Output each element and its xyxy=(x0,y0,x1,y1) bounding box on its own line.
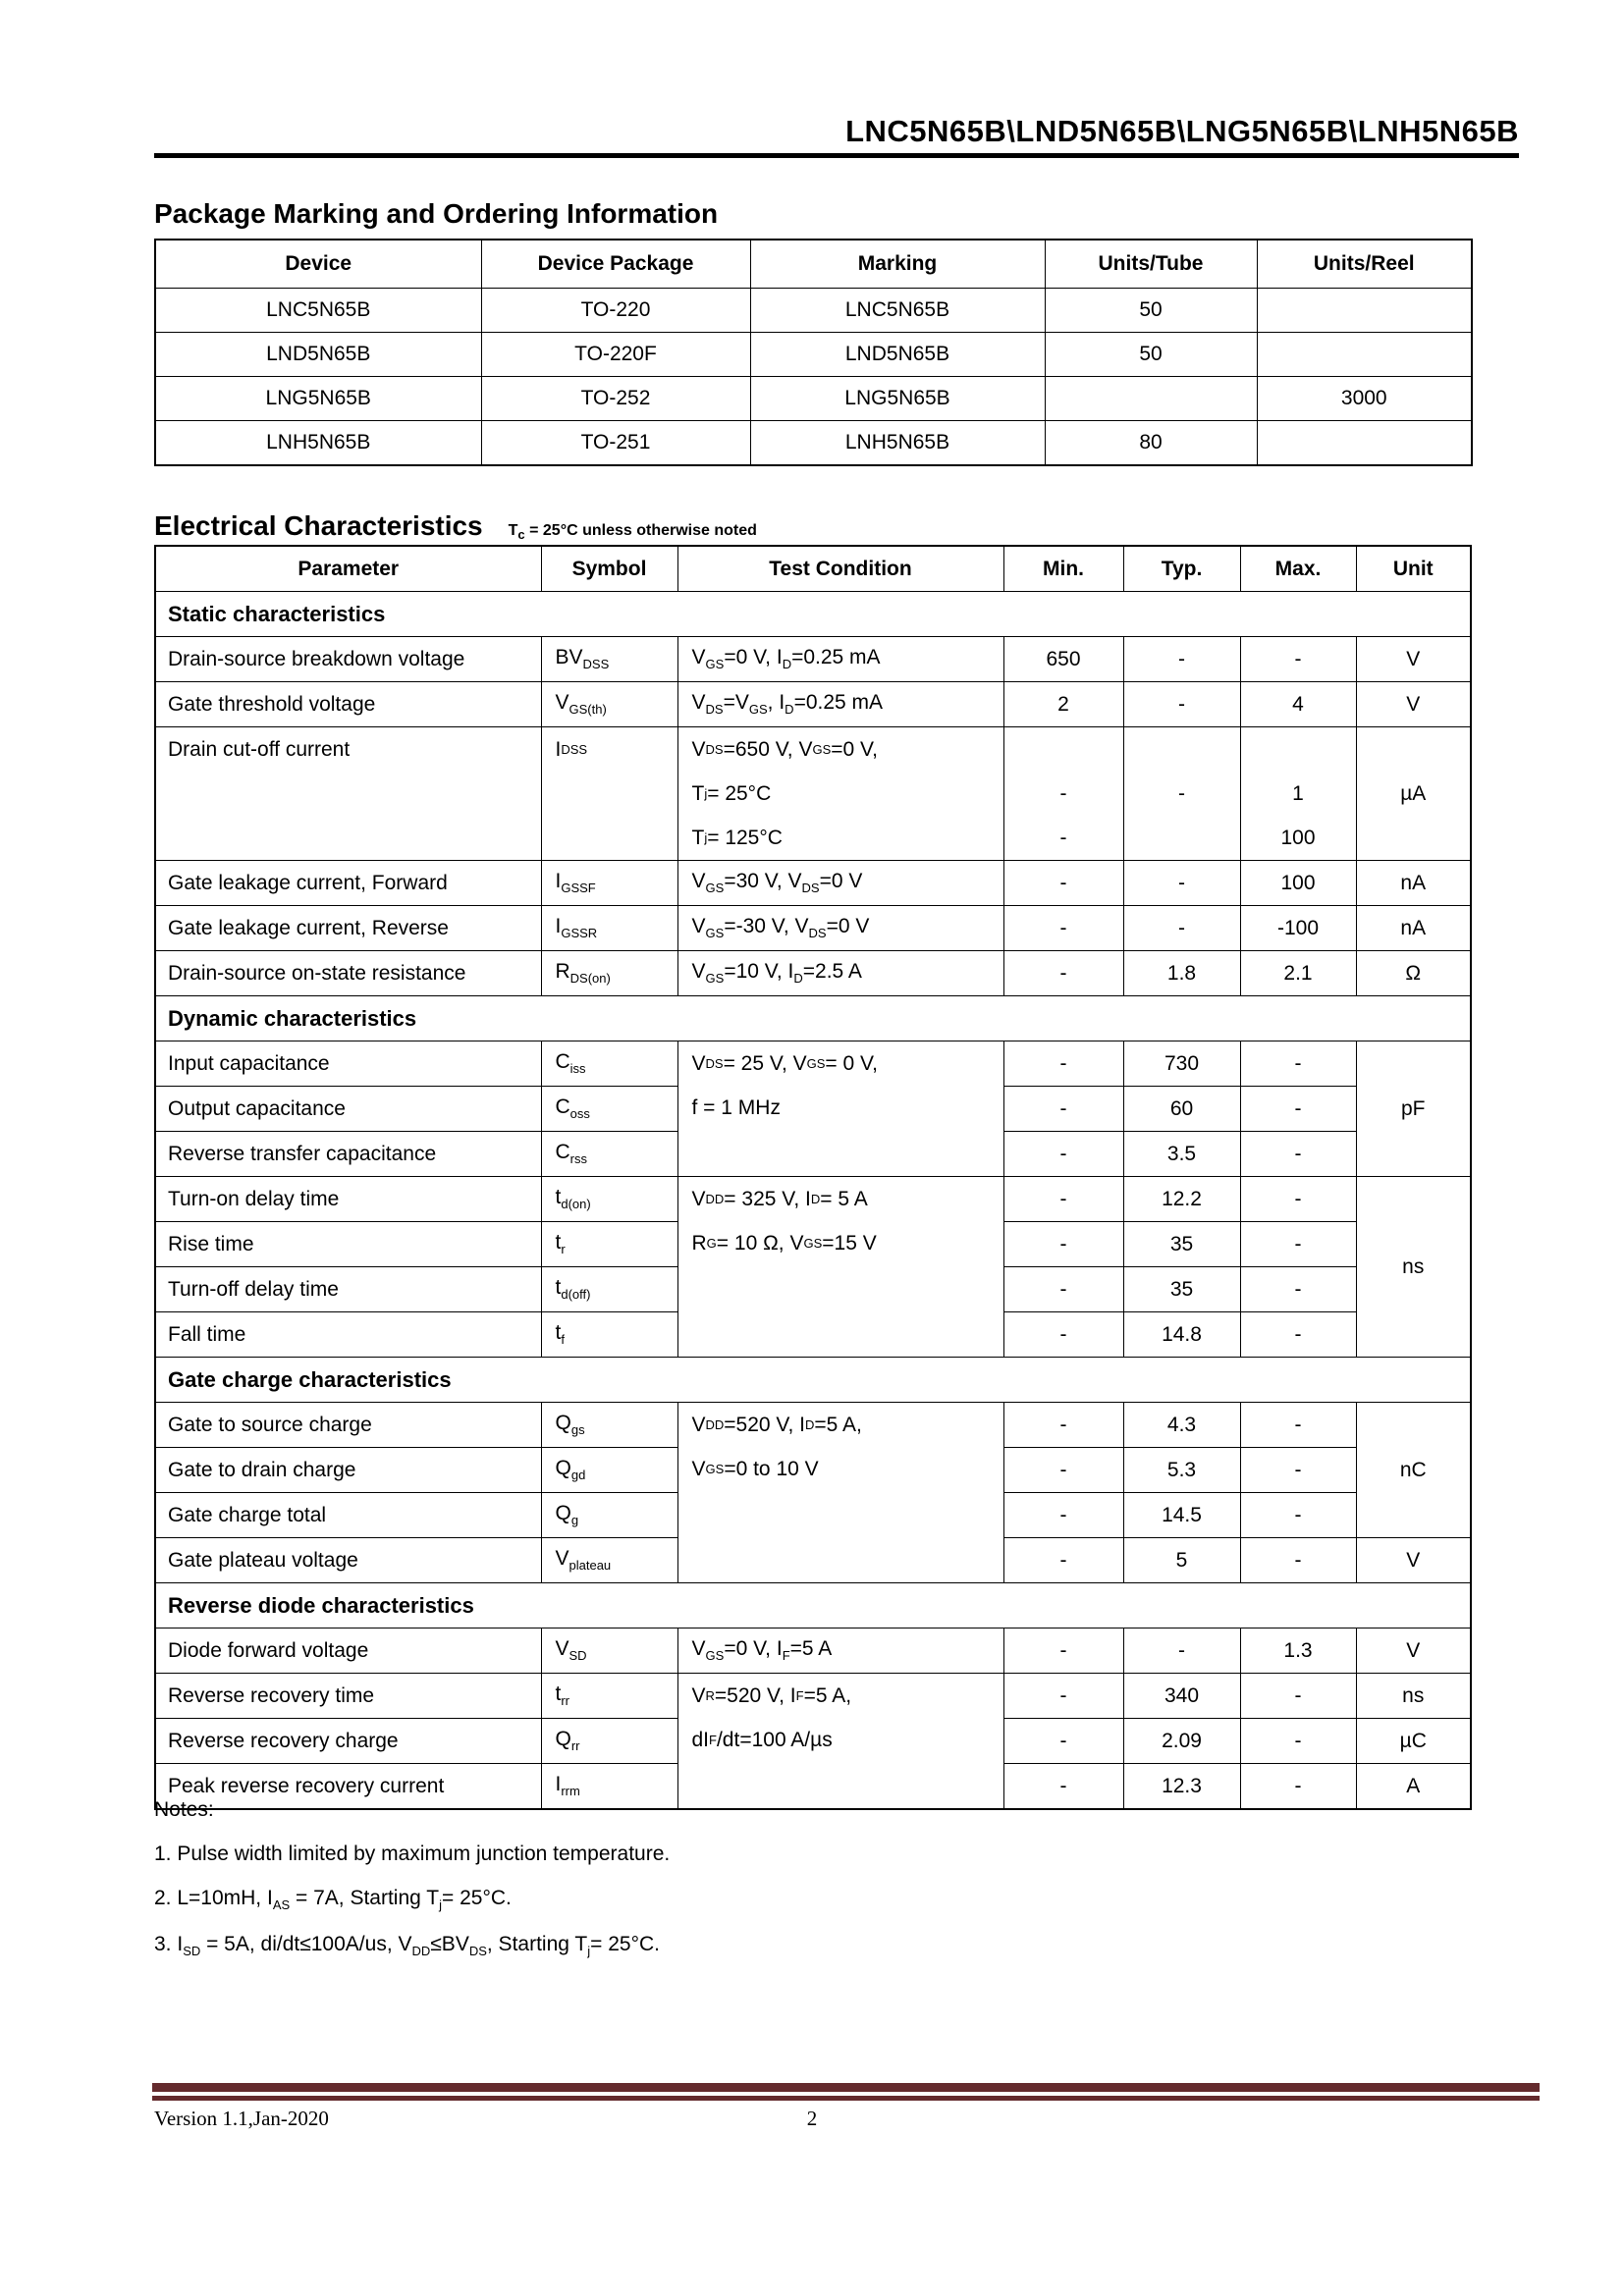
note-item: 1. Pulse width limited by maximum junction temperature. xyxy=(154,1842,671,1865)
typ-cell: 35 xyxy=(1123,1267,1240,1312)
test-condition-cell: $V_{DS}=V_{GS}$, $I_D=0.25$ mA xyxy=(677,682,1003,727)
units-reel-cell: 3000 xyxy=(1257,377,1472,421)
table-header-row xyxy=(155,546,1471,592)
parameter-cell: Reverse recovery time xyxy=(155,1674,541,1719)
parameter-cell: Gate to drain charge xyxy=(155,1448,541,1493)
test-condition-cell: $V_{GS}=10$ V, $I_D=2.5$ A xyxy=(677,951,1003,996)
typ-cell: 14.8 xyxy=(1123,1312,1240,1358)
table-row xyxy=(155,906,1471,951)
device-cell: LNG5N65B xyxy=(155,377,481,421)
table-row xyxy=(155,421,1472,466)
section-row-label: Dynamic characteristics xyxy=(155,996,1471,1041)
units-tube-cell: 50 xyxy=(1045,333,1257,377)
parameter-cell: Gate to source charge xyxy=(155,1403,541,1448)
max-cell: - xyxy=(1240,1403,1356,1448)
parameter-cell: Peak reverse recovery current xyxy=(155,1764,541,1810)
table-row xyxy=(155,682,1471,727)
section-heading-ordering: Package Marking and Ordering Information xyxy=(154,198,719,229)
typ-cell: 730 xyxy=(1123,1041,1240,1087)
parameter-cell: Turn-off delay time xyxy=(155,1267,541,1312)
electrical-heading-row xyxy=(154,510,757,542)
units-tube-cell xyxy=(1045,377,1257,421)
max-cell: -100 xyxy=(1240,906,1356,951)
symbol-cell: $Q_g$ xyxy=(541,1493,677,1538)
symbol-cell: $Q_{gs}$ xyxy=(541,1403,677,1448)
min-cell: - xyxy=(1003,951,1123,996)
min-cell: - xyxy=(1003,1764,1123,1810)
unit-cell: µC xyxy=(1356,1719,1471,1764)
min-cell: - xyxy=(1003,1674,1123,1719)
symbol-cell: $t_{rr}$ xyxy=(541,1674,677,1719)
typ-cell: - xyxy=(1123,727,1240,861)
notes-heading: Notes: xyxy=(154,1798,214,1821)
typ-cell: - xyxy=(1123,637,1240,682)
max-cell: - xyxy=(1240,1312,1356,1358)
test-condition-cell: V DS = 25 V, V GS = 0 V, f = 1 MHz xyxy=(677,1041,1003,1177)
min-cell: - xyxy=(1003,1041,1123,1087)
parameter-cell: Gate charge total xyxy=(155,1493,541,1538)
max-cell: - xyxy=(1240,637,1356,682)
units-reel-cell xyxy=(1257,421,1472,466)
test-condition-cell: $V_{GS}=-30$ V, $V_{DS}=0$ V xyxy=(677,906,1003,951)
typ-cell: 5 xyxy=(1123,1538,1240,1583)
parameter-cell: Gate plateau voltage xyxy=(155,1538,541,1583)
package-cell: TO-220 xyxy=(481,289,750,333)
min-cell: - xyxy=(1003,1629,1123,1674)
notes-section xyxy=(154,1798,670,1958)
min-cell: - xyxy=(1003,1132,1123,1177)
symbol-cell: $Q_{rr}$ xyxy=(541,1719,677,1764)
test-condition-cell: V DD =520 V, I D =5 A, V GS =0 to 10 V xyxy=(677,1403,1003,1583)
min-cell: - xyxy=(1003,1087,1123,1132)
symbol-cell: $t_f$ xyxy=(541,1312,677,1358)
max-cell: - xyxy=(1240,1132,1356,1177)
symbol-cell: $t_{d(on)}$ xyxy=(541,1177,677,1222)
symbol-cell: $V_{GS(th)}$ xyxy=(541,682,677,727)
typ-cell: 12.2 xyxy=(1123,1177,1240,1222)
min-cell: - xyxy=(1003,1222,1123,1267)
test-condition-cell: V R =520 V, I F =5 A, dI F /dt=100 A/µs xyxy=(677,1674,1003,1810)
typ-cell: - xyxy=(1123,682,1240,727)
units-reel-cell xyxy=(1257,333,1472,377)
unit-cell: µA xyxy=(1356,727,1471,861)
max-cell: 4 xyxy=(1240,682,1356,727)
section-row xyxy=(155,592,1471,637)
section-row xyxy=(155,1358,1471,1403)
section-row-label: Static characteristics xyxy=(155,592,1471,637)
parameter-cell: Turn-on delay time xyxy=(155,1177,541,1222)
symbol-cell: $R_{DS(on)}$ xyxy=(541,951,677,996)
table-row xyxy=(155,1629,1471,1674)
table-row xyxy=(155,727,1471,861)
unit-cell: V xyxy=(1356,1629,1471,1674)
column-header: Max. xyxy=(1240,546,1356,592)
symbol-cell: $C_{iss}$ xyxy=(541,1041,677,1087)
column-header: Parameter xyxy=(155,546,541,592)
typ-cell: 3.5 xyxy=(1123,1132,1240,1177)
max-cell: - xyxy=(1240,1041,1356,1087)
parameter-cell: Reverse recovery charge xyxy=(155,1719,541,1764)
min-cell: - xyxy=(1003,1448,1123,1493)
parameter-cell: Rise time xyxy=(155,1222,541,1267)
typ-cell: 2.09 xyxy=(1123,1719,1240,1764)
parameter-cell: Output capacitance xyxy=(155,1087,541,1132)
package-cell: TO-252 xyxy=(481,377,750,421)
max-cell: 100 xyxy=(1240,861,1356,906)
test-condition-cell: $V_{GS}=0$ V, $I_D=0.25$ mA xyxy=(677,637,1003,682)
min-cell: 650 xyxy=(1003,637,1123,682)
package-cell: TO-251 xyxy=(481,421,750,466)
marking-cell: LND5N65B xyxy=(750,333,1045,377)
unit-cell: Ω xyxy=(1356,951,1471,996)
parameter-cell: Input capacitance xyxy=(155,1041,541,1087)
footer-page-number: 2 xyxy=(806,2107,818,2130)
ordering-table xyxy=(154,239,1473,466)
max-cell: - xyxy=(1240,1674,1356,1719)
parameter-cell: Gate leakage current, Reverse xyxy=(155,906,541,951)
table-row xyxy=(155,1674,1471,1719)
page-title: LNC5N65B\LND5N65B\LNG5N65B\LNH5N65B xyxy=(845,114,1519,148)
column-header: Marking xyxy=(750,240,1045,289)
footer-bar-thin xyxy=(152,2096,1540,2101)
symbol-cell: $V_{SD}$ xyxy=(541,1629,677,1674)
typ-cell: - xyxy=(1123,906,1240,951)
note-item: 2. L=10mH, $I_{AS} = 7A$, Starting $T_j= 25^\circ C$. xyxy=(154,1887,512,1913)
unit-cell: pF xyxy=(1356,1041,1471,1177)
symbol-cell: $I_{rrm}$ xyxy=(541,1764,677,1810)
column-header: Unit xyxy=(1356,546,1471,592)
column-header: Units/Reel xyxy=(1257,240,1472,289)
max-cell: 2.1 xyxy=(1240,951,1356,996)
section-heading-electrical: Electrical Characteristics xyxy=(154,510,483,541)
max-cell: - xyxy=(1240,1267,1356,1312)
table-row xyxy=(155,637,1471,682)
min-cell: - xyxy=(1003,1538,1123,1583)
column-header: Min. xyxy=(1003,546,1123,592)
parameter-cell: Drain-source on-state resistance xyxy=(155,951,541,996)
symbol-cell: $BV_{DSS}$ xyxy=(541,637,677,682)
unit-cell: V xyxy=(1356,1538,1471,1583)
parameter-cell: Gate threshold voltage xyxy=(155,682,541,727)
section-row xyxy=(155,1583,1471,1629)
max-cell: - xyxy=(1240,1087,1356,1132)
device-cell: LNC5N65B xyxy=(155,289,481,333)
units-tube-cell: 50 xyxy=(1045,289,1257,333)
unit-cell: V xyxy=(1356,682,1471,727)
max-cell: - xyxy=(1240,1764,1356,1810)
min-cell: - - xyxy=(1003,727,1123,861)
typ-cell: - xyxy=(1123,1629,1240,1674)
section-row-label: Reverse diode characteristics xyxy=(155,1583,1471,1629)
symbol-cell: $I_{GSSR}$ xyxy=(541,906,677,951)
unit-cell: ns xyxy=(1356,1674,1471,1719)
units-reel-cell xyxy=(1257,289,1472,333)
column-header: Device Package xyxy=(481,240,750,289)
typ-cell: 1.8 xyxy=(1123,951,1240,996)
table-row xyxy=(155,1177,1471,1222)
min-cell: - xyxy=(1003,1267,1123,1312)
typ-cell: - xyxy=(1123,861,1240,906)
max-cell: - xyxy=(1240,1177,1356,1222)
marking-cell: LNG5N65B xyxy=(750,377,1045,421)
test-condition-cell: $V_{GS}=0$ V, $I_F=5$ A xyxy=(677,1629,1003,1674)
package-cell: TO-220F xyxy=(481,333,750,377)
table-row xyxy=(155,861,1471,906)
table-row xyxy=(155,1403,1471,1448)
table-row xyxy=(155,289,1472,333)
typ-cell: 4.3 xyxy=(1123,1403,1240,1448)
min-cell: - xyxy=(1003,1177,1123,1222)
symbol-cell: $I_{GSSF}$ xyxy=(541,861,677,906)
footer-version: Version 1.1,Jan-2020 xyxy=(154,2107,329,2130)
min-cell: - xyxy=(1003,906,1123,951)
column-header: Units/Tube xyxy=(1045,240,1257,289)
table-row xyxy=(155,1041,1471,1087)
symbol-cell: $V_{plateau}$ xyxy=(541,1538,677,1583)
title-rule xyxy=(154,153,1519,158)
max-cell: 1.3 xyxy=(1240,1629,1356,1674)
marking-cell: LNC5N65B xyxy=(750,289,1045,333)
max-cell: - xyxy=(1240,1448,1356,1493)
symbol-cell: $C_{rss}$ xyxy=(541,1132,677,1177)
parameter-cell: Diode forward voltage xyxy=(155,1629,541,1674)
parameter-cell: Drain cut-off current xyxy=(155,727,541,861)
condition-note: $T_c = 25^\circ C$ unless otherwise noted xyxy=(508,522,757,543)
parameter-cell: Drain-source breakdown voltage xyxy=(155,637,541,682)
min-cell: - xyxy=(1003,1493,1123,1538)
min-cell: 2 xyxy=(1003,682,1123,727)
symbol-cell: $C_{oss}$ xyxy=(541,1087,677,1132)
device-cell: LND5N65B xyxy=(155,333,481,377)
unit-cell: ns xyxy=(1356,1177,1471,1358)
table-row xyxy=(155,951,1471,996)
symbol-cell: $t_r$ xyxy=(541,1222,677,1267)
column-header: Test Condition xyxy=(677,546,1003,592)
marking-cell: LNH5N65B xyxy=(750,421,1045,466)
test-condition-cell: V DS =650 V, V GS =0 V, T j = 25°C T j = 125°C xyxy=(677,727,1003,861)
max-cell: - xyxy=(1240,1719,1356,1764)
typ-cell: 35 xyxy=(1123,1222,1240,1267)
table-row xyxy=(155,333,1472,377)
typ-cell: 12.3 xyxy=(1123,1764,1240,1810)
typ-cell: 340 xyxy=(1123,1674,1240,1719)
min-cell: - xyxy=(1003,861,1123,906)
section-row xyxy=(155,996,1471,1041)
device-cell: LNH5N65B xyxy=(155,421,481,466)
column-header: Symbol xyxy=(541,546,677,592)
electrical-table xyxy=(154,545,1472,1810)
max-cell: - xyxy=(1240,1493,1356,1538)
parameter-cell: Fall time xyxy=(155,1312,541,1358)
table-row xyxy=(155,377,1472,421)
note-item: 3. $I_{SD} = 5A$, di/dt≤100A/us, $V_{DD}\le BV_{DS}$, Starting $T_j= 25^\circ C$. xyxy=(154,1933,660,1959)
symbol-cell: I DSS xyxy=(541,727,677,861)
unit-cell: A xyxy=(1356,1764,1471,1810)
max-cell: - xyxy=(1240,1538,1356,1583)
parameter-cell: Gate leakage current, Forward xyxy=(155,861,541,906)
min-cell: - xyxy=(1003,1403,1123,1448)
unit-cell: V xyxy=(1356,637,1471,682)
symbol-cell: $t_{d(off)}$ xyxy=(541,1267,677,1312)
typ-cell: 60 xyxy=(1123,1087,1240,1132)
units-tube-cell: 80 xyxy=(1045,421,1257,466)
table-header-row xyxy=(155,240,1472,289)
min-cell: - xyxy=(1003,1312,1123,1358)
test-condition-cell: V DD = 325 V, I D = 5 A R G = 10 Ω, V GS =15 V xyxy=(677,1177,1003,1358)
max-cell: 1 100 xyxy=(1240,727,1356,861)
column-header: Typ. xyxy=(1123,546,1240,592)
min-cell: - xyxy=(1003,1719,1123,1764)
typ-cell: 14.5 xyxy=(1123,1493,1240,1538)
section-row-label: Gate charge characteristics xyxy=(155,1358,1471,1403)
typ-cell: 5.3 xyxy=(1123,1448,1240,1493)
unit-cell: nC xyxy=(1356,1403,1471,1538)
column-header: Device xyxy=(155,240,481,289)
symbol-cell: $Q_{gd}$ xyxy=(541,1448,677,1493)
unit-cell: nA xyxy=(1356,906,1471,951)
parameter-cell: Reverse transfer capacitance xyxy=(155,1132,541,1177)
test-condition-cell: $V_{GS}=30$ V, $V_{DS}=0$ V xyxy=(677,861,1003,906)
max-cell: - xyxy=(1240,1222,1356,1267)
footer-bar-thick xyxy=(152,2083,1540,2092)
unit-cell: nA xyxy=(1356,861,1471,906)
